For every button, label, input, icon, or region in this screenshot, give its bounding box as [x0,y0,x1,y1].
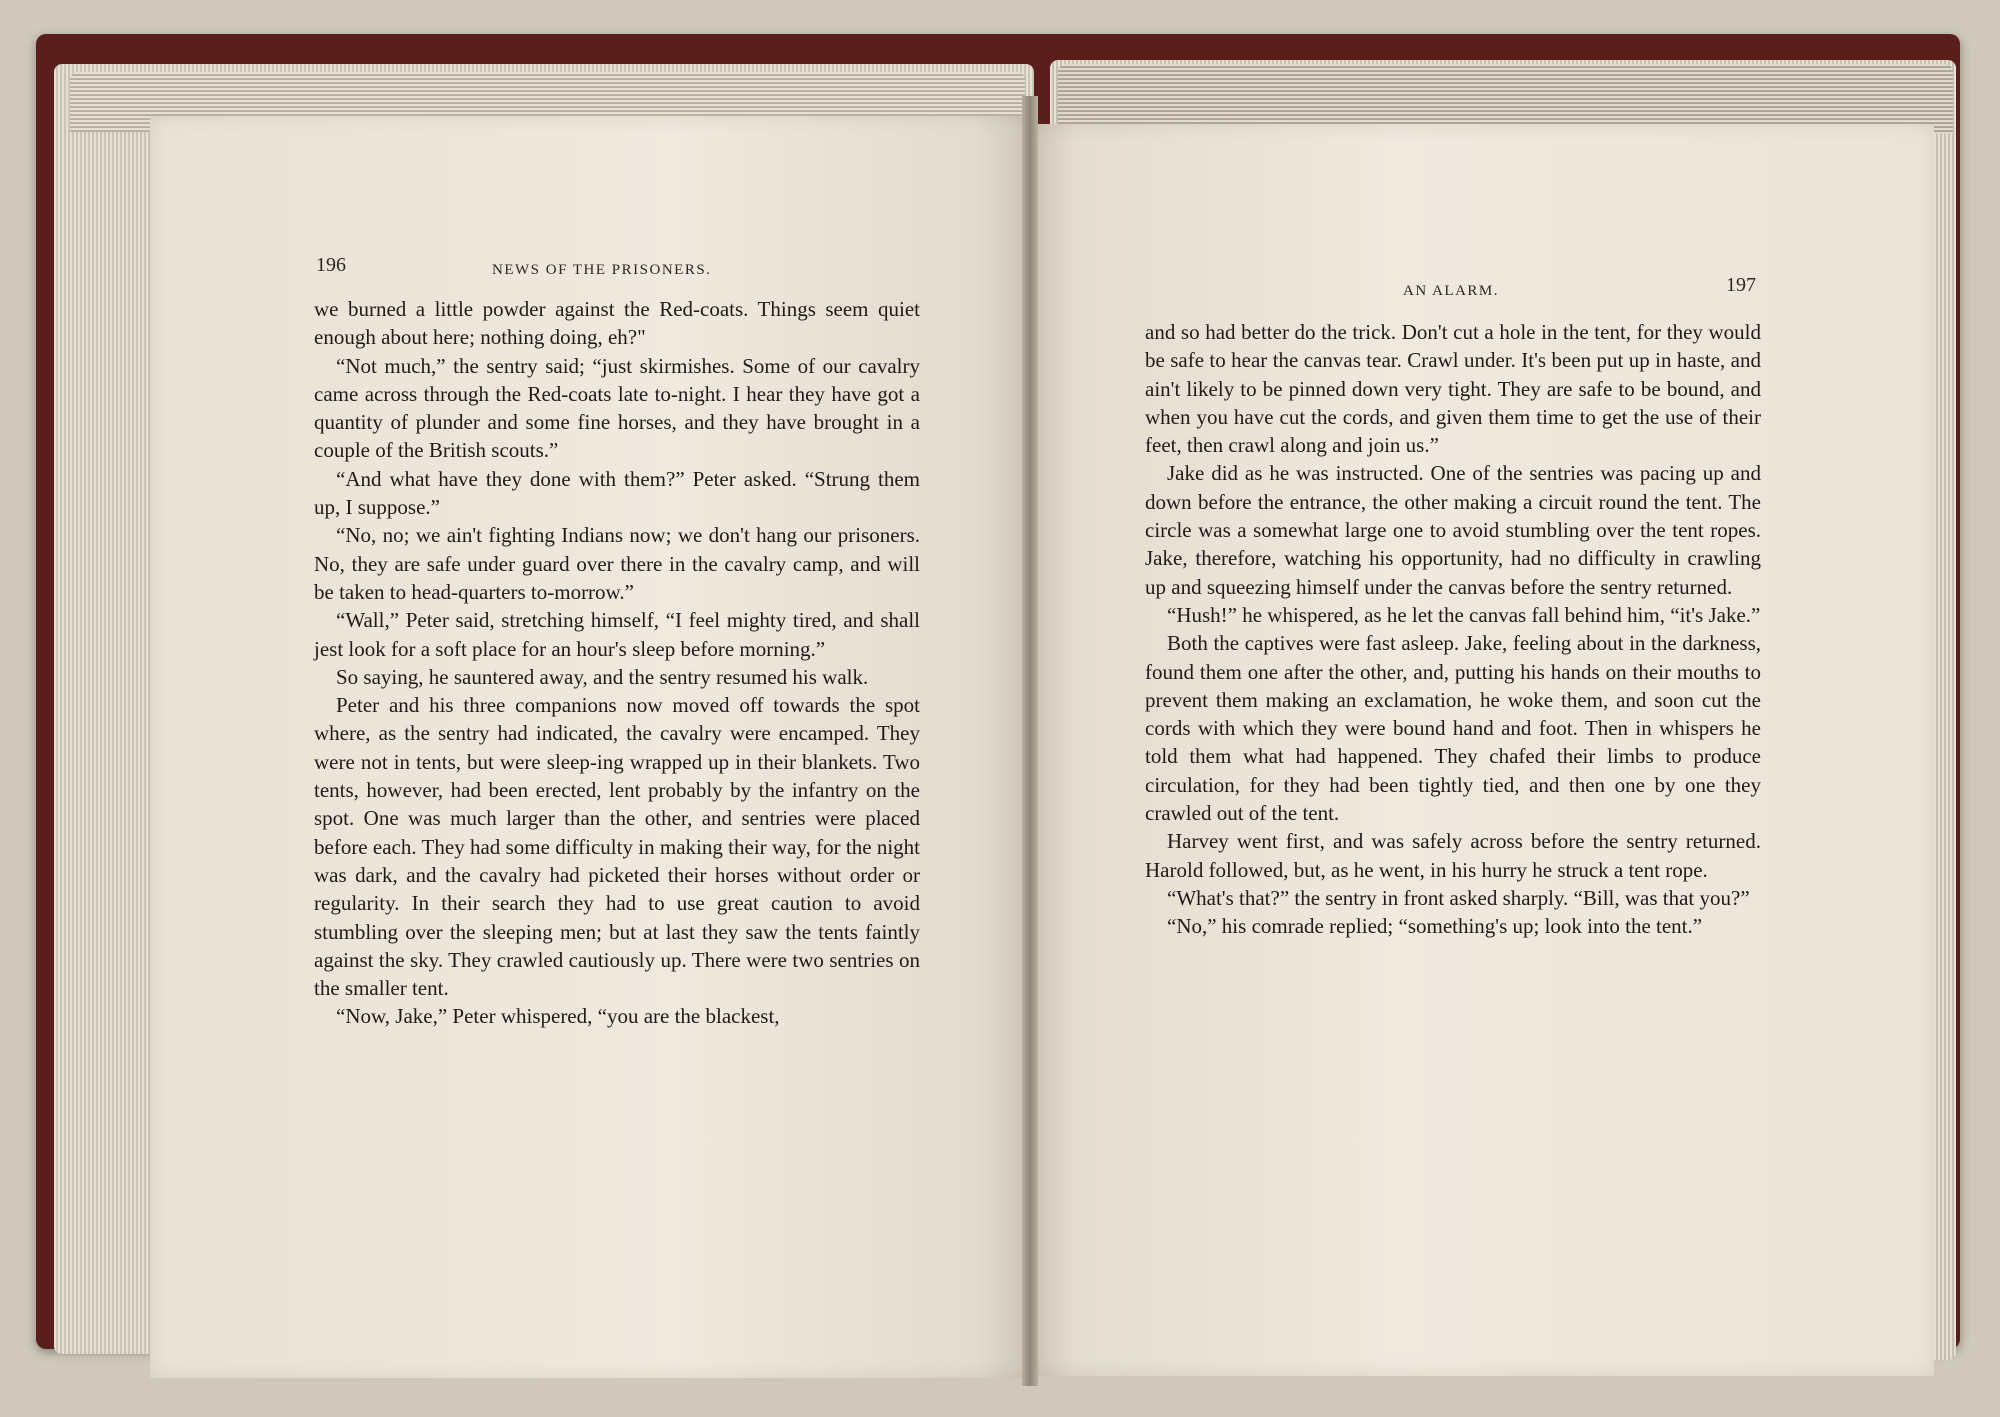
left-page-body [314,295,920,1031]
paragraph: Peter and his three companions now moved off towards the spot where, as the sentry had indicated, the cavalry were encamped. They were not in tents, but were sleep-ing wrapped up in their blankets. Two tents, however, had been erected, lent probably by the infantry on the spot. One was much larger than the other, and sentries were placed before each. They had some difficulty in making their way, for the night was dark, and the cavalry had picketed their horses without order or regularity. In their search they had to use great caution to avoid stumbling over the sleeping men; but at last they saw the tents faintly against the sky. They crawled cautiously up. There were two sentries on the smaller tent. [314,693,920,1001]
paragraph: Both the captives were fast asleep. Jake, feeling about in the darkness, found them one after the other, and, putting his hands on their mouths to prevent them making an exclamation, he woke them, and soon cut the cords with which they were bound hand and foot. Then in whispers he told them what had happened. They chafed their limbs to produce circulation, for they had been tightly tied, and then one by one they crawled out of the tent. [1145,631,1761,826]
right-running-title-text: AN ALARM. [1403,283,1500,299]
right-page-body [1145,318,1761,941]
paragraph: “Wall,” Peter said, stretching himself, “I feel mighty tired, and shall jest look for a soft place for an hour's sleep before morning.” [314,608,920,661]
paragraph: “And what have they done with them?” Peter asked. “Strung them up, I suppose.” [314,466,920,520]
right-running-title [1403,278,1499,301]
book-gutter [1022,96,1038,1386]
paragraph: Harvey went first, and was safely across before the sentry returned. Harold followed, but, as he went, in his hurry he struck a tent rope. [1145,829,1761,882]
paragraph: “Hush!” he whispered, as he let the canvas fall behind him, “it's Jake.” [1167,602,1761,627]
paragraph: “Now, Jake,” Peter whispered, “you are the blackest, [336,1004,780,1029]
left-running-title [492,257,711,280]
paragraph: “What's that?” the sentry in front asked sharply. “Bill, was that you?” [1167,885,1750,910]
right-page-number: 197 [1726,274,1756,296]
paragraph: we burned a little powder against the Red-coats. Things seem quiet enough about here; nothing doing, eh?" [314,297,920,350]
paragraph: “No, no; we ain't fighting Indians now; we don't hang our prisoners. No, they are safe under guard over there in the cavalry camp, and will be taken to head-quarters to-morrow.” [314,523,920,604]
left-running-title-text: NEWS OF THE PRISONERS. [492,262,712,278]
paragraph: “Not much,” the sentry said; “just skirmishes. Some of our cavalry came across through the Red-coats late to-night. I hear they have got a quantity of plunder and some fine horses, and they have brought in a couple of the British scouts.” [314,353,920,463]
left-page-number: 196 [316,254,346,276]
paragraph: “No,” his comrade replied; “something's up; look into the tent.” [1167,914,1703,939]
paragraph: and so had better do the trick. Don't cut a hole in the tent, for they would be safe to hear the canvas tear. Crawl under. It's been put up in haste, and ain't likely to be pinned down very tight. They are safe to be bound, and when you have cut the cords, and given them time to get the use of their feet, then crawl along and join us.” [1145,320,1761,458]
paragraph: Jake did as he was instructed. One of the sentries was pacing up and down before the entrance, the other making a circuit round the tent. The circle was a somewhat large one to avoid stumbling over the tent ropes. Jake, therefore, watching his opportunity, had no difficulty in crawling up and squeezing himself under the canvas before the sentry returned. [1145,461,1761,599]
paragraph: So saying, he sauntered away, and the sentry resumed his walk. [336,664,869,689]
